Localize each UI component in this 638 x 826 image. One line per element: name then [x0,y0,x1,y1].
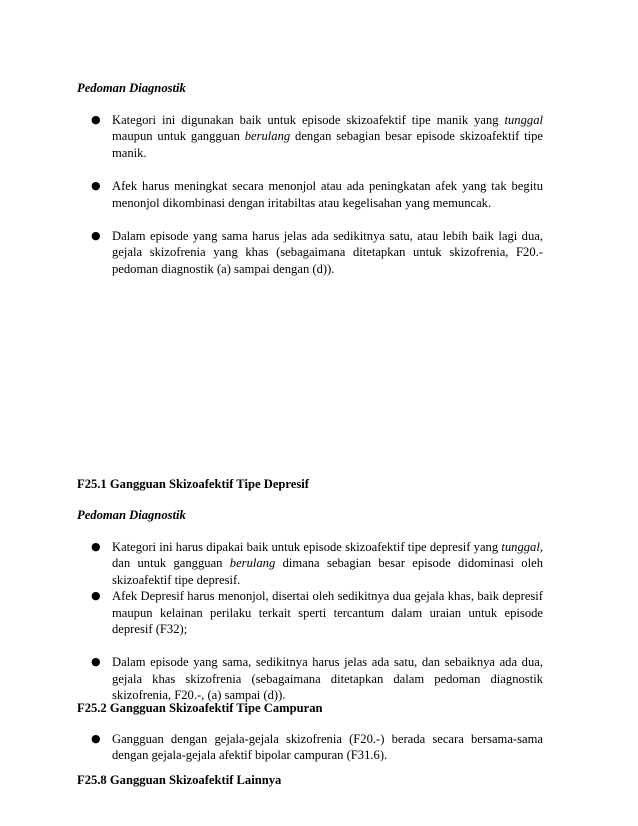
bullet-dot-icon: ● [91,655,101,669]
list-item: ● Afek Depresif harus menonjol, disertai oleh sedikitnya dua gejala khas, baik depresif maupun kelainan perilaku terkait sperti tercantum dalam uraian untuk episode depresif (F32); [91,589,543,637]
section-title-f25-2: F25.2 Gangguan Skizoafektif Tipe Campuran [77,701,323,715]
list-item: ● Dalam episode yang sama harus jelas ada sedikitnya satu, atau lebih baik lagi dua, gejala skizofrenia yang khas (sebagaimana ditetapkan untuk skizofrenia, F20.- pedoman diagnostik (a) sampai dengan (d)). [91,229,543,276]
section-title-f25-1: F25.1 Gangguan Skizoafektif Tipe Depresif [77,477,309,491]
bullet-dot-icon: ● [91,589,101,603]
list-item: ● Afek harus meningkat secara menonjol atau ada peningkatan afek yang tak begitu menonjol dikombinasi dengan iritabiltas atau kegelisahan yang memuncak. [91,179,543,210]
list-item: ● Kategori ini harus dipakai baik untuk episode skizoafektif tipe depresif yang tunggal, dan untuk gangguan berulang dimana sebagian besar episode didominasi oleh skizoafektif tipe depresif. [91,540,543,587]
list-item: ● Gangguan dengan gejala-gejala skizofrenia (F20.-) berada secara bersama-sama dengan gejala-gejala afektif bipolar campuran (F31.6). [91,732,543,763]
section-heading-pedoman-diagnostik: Pedoman Diagnostik [77,81,186,95]
list-item: ● Dalam episode yang sama, sedikitnya harus jelas ada satu, dan sebaiknya ada dua, gejala khas skizofrenia (sebagaimana ditetapkan dalam pedoman diagnostik skizofrenia, F20.-, (a) sampai (d)). [91,655,543,703]
bullet-dot-icon: ● [91,229,101,243]
section-heading-pedoman-diagnostik-2: Pedoman Diagnostik [77,508,186,522]
bullet-dot-icon: ● [91,113,101,126]
bullet-dot-icon: ● [91,179,101,193]
list-item: ● Kategori ini digunakan baik untuk episode skizoafektif tipe manik yang tunggal maupun untuk gangguan berulang dengan sebagian besar episode skizoafektif tipe manik. [91,113,543,160]
bullet-list-campuran [0,731,638,764]
bullet-dot-icon: ● [91,732,101,745]
section-title-f25-8: F25.8 Gangguan Skizoafektif Lainnya [77,773,282,787]
bullet-dot-icon: ● [91,540,101,553]
bullet-list-depresif [0,539,638,704]
bullet-list-manik [0,112,638,277]
